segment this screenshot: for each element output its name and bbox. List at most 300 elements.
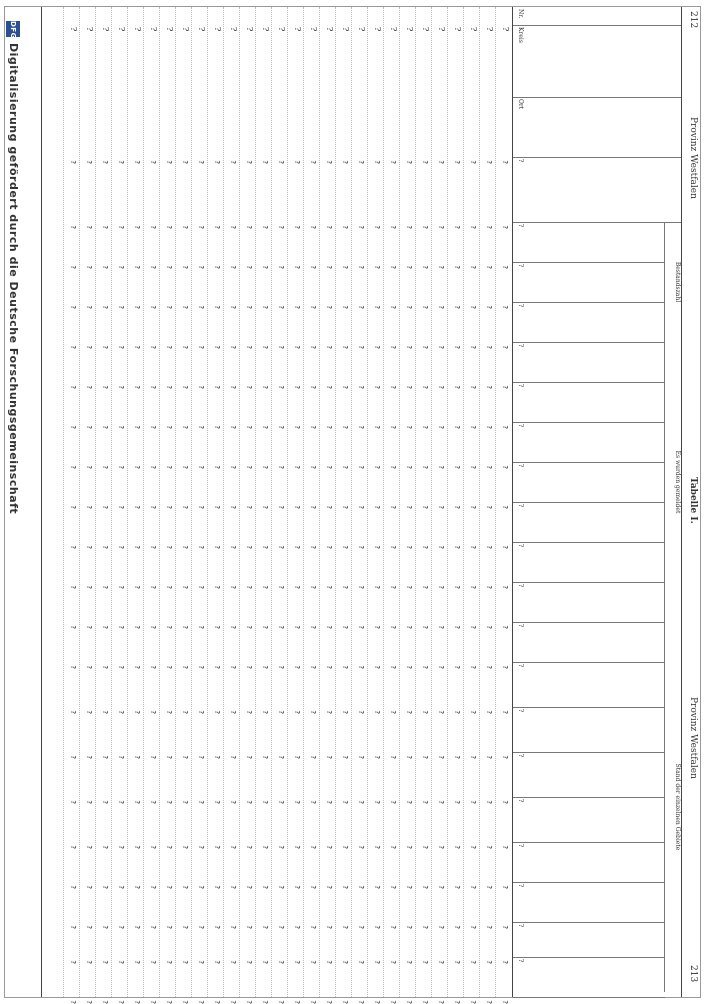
column-header-label: ? [517, 224, 524, 228]
table-cell: ? [389, 710, 397, 715]
column-header-label: ? [517, 924, 524, 928]
table-cell: ? [229, 625, 237, 630]
table-cell: ? [197, 545, 205, 550]
table-cell: ? [357, 425, 365, 430]
table-cell: ? [69, 160, 77, 165]
table-cell: ? [229, 305, 237, 310]
table-cell: ? [437, 505, 445, 510]
table-cell: ? [197, 625, 205, 630]
table-cell: ? [165, 505, 173, 510]
table-cell: ? [485, 625, 493, 630]
table-cell: ? [197, 385, 205, 390]
table-cell: ? [101, 845, 109, 850]
table-cell: ? [373, 800, 381, 805]
table-cell: ? [389, 585, 397, 590]
row-label: ? [453, 27, 462, 32]
page-number-left: 212 [688, 11, 698, 29]
table-cell: ? [181, 345, 189, 350]
row-label: ? [373, 27, 382, 32]
table-cell: ? [421, 845, 429, 850]
table-cell: ? [229, 425, 237, 430]
table-cell: ? [277, 265, 285, 270]
table-cell: ? [357, 625, 365, 630]
table-cell: ? [261, 585, 269, 590]
table-cell: ? [261, 625, 269, 630]
column-header-label: ? [517, 264, 524, 268]
table-cell: ? [421, 225, 429, 230]
table-cell: ? [245, 425, 253, 430]
row-label: ? [149, 27, 158, 32]
table-row [399, 7, 416, 1004]
table-cell: ? [101, 225, 109, 230]
table-cell: ? [389, 505, 397, 510]
table-cell: ? [229, 225, 237, 230]
table-cell: ? [181, 1000, 189, 1004]
table-cell: ? [85, 225, 93, 230]
table-cell: ? [85, 885, 93, 890]
table-cell: ? [389, 160, 397, 165]
header-title-center: Tabelle I. [688, 477, 698, 524]
table-cell: ? [117, 800, 125, 805]
table-cell: ? [469, 465, 477, 470]
table-cell: ? [165, 345, 173, 350]
table-cell: ? [469, 885, 477, 890]
table-cell: ? [373, 425, 381, 430]
table-cell: ? [117, 160, 125, 165]
table-cell: ? [229, 585, 237, 590]
table-cell: ? [309, 385, 317, 390]
table-cell: ? [421, 885, 429, 890]
table-cell: ? [293, 225, 301, 230]
table-cell: ? [373, 160, 381, 165]
table-cell: ? [229, 665, 237, 670]
table-cell: ? [213, 665, 221, 670]
table-cell: ? [341, 710, 349, 715]
table-cell: ? [341, 345, 349, 350]
table-cell: ? [485, 160, 493, 165]
table-cell: ? [293, 585, 301, 590]
table-cell: ? [197, 1000, 205, 1004]
row-label: ? [485, 27, 494, 32]
table-cell: ? [229, 755, 237, 760]
column-header [513, 422, 665, 463]
table-cell: ? [469, 960, 477, 965]
table-cell: ? [165, 925, 173, 930]
table-cell: ? [197, 925, 205, 930]
table-cell: ? [309, 160, 317, 165]
table-cell: ? [437, 800, 445, 805]
table-cell: ? [101, 885, 109, 890]
table-cell: ? [453, 755, 461, 760]
table-cell: ? [149, 425, 157, 430]
table-cell: ? [341, 845, 349, 850]
table-cell: ? [373, 710, 381, 715]
table-cell: ? [309, 305, 317, 310]
table-cell: ? [277, 305, 285, 310]
table-cell: ? [453, 885, 461, 890]
table-cell: ? [213, 710, 221, 715]
table-cell: ? [469, 545, 477, 550]
column-header [513, 382, 665, 423]
table-cell: ? [469, 710, 477, 715]
table-cell: ? [293, 1000, 301, 1004]
table-cell: ? [181, 160, 189, 165]
table-cell: ? [229, 845, 237, 850]
table-cell: ? [357, 265, 365, 270]
table-cell: ? [229, 345, 237, 350]
table-cell: ? [133, 385, 141, 390]
table-cell: ? [373, 1000, 381, 1004]
table-cell: ? [261, 755, 269, 760]
table-cell: ? [389, 885, 397, 890]
table-cell: ? [181, 465, 189, 470]
row-label: ? [277, 27, 286, 32]
column-header [513, 957, 665, 998]
table-row [111, 7, 128, 1004]
table-cell: ? [245, 305, 253, 310]
table-cell: ? [117, 265, 125, 270]
table-cell: ? [357, 505, 365, 510]
table-row [143, 7, 160, 1004]
table-cell: ? [293, 305, 301, 310]
table-cell: ? [85, 465, 93, 470]
table-cell: ? [325, 505, 333, 510]
table-cell: ? [213, 545, 221, 550]
table-cell: ? [405, 265, 413, 270]
table-cell: ? [261, 265, 269, 270]
table-cell: ? [85, 160, 93, 165]
table-cell: ? [389, 305, 397, 310]
table-cell: ? [149, 710, 157, 715]
table-cell: ? [277, 625, 285, 630]
column-header [513, 25, 681, 98]
table-cell: ? [421, 505, 429, 510]
table-cell: ? [341, 505, 349, 510]
column-header [513, 622, 665, 663]
table-cell: ? [213, 465, 221, 470]
table-cell: ? [469, 1000, 477, 1004]
table-cell: ? [405, 845, 413, 850]
table-cell: ? [261, 505, 269, 510]
table-cell: ? [85, 710, 93, 715]
column-header-block [512, 7, 682, 997]
table-cell: ? [373, 225, 381, 230]
table-cell: ? [213, 800, 221, 805]
dfg-banner [2, 7, 22, 997]
table-cell: ? [197, 225, 205, 230]
table-cell: ? [405, 465, 413, 470]
table-cell: ? [85, 585, 93, 590]
table-row [239, 7, 256, 1004]
table-cell: ? [165, 160, 173, 165]
row-label: ? [325, 27, 334, 32]
table-cell: ? [293, 465, 301, 470]
table-cell: ? [213, 960, 221, 965]
table-cell: ? [181, 755, 189, 760]
table-cell: ? [277, 385, 285, 390]
table-cell: ? [453, 225, 461, 230]
row-label: ? [357, 27, 366, 32]
table-cell: ? [341, 465, 349, 470]
table-cell: ? [405, 665, 413, 670]
table-cell: ? [293, 845, 301, 850]
table-cell: ? [101, 305, 109, 310]
table-cell: ? [437, 425, 445, 430]
table-cell: ? [453, 845, 461, 850]
table-cell: ? [69, 465, 77, 470]
table-row [447, 7, 464, 1004]
table-cell: ? [309, 225, 317, 230]
table-cell: ? [325, 305, 333, 310]
table-cell: ? [133, 305, 141, 310]
table-cell: ? [405, 545, 413, 550]
table-cell: ? [437, 385, 445, 390]
table-cell: ? [405, 710, 413, 715]
table-cell: ? [325, 225, 333, 230]
table-cell: ? [181, 385, 189, 390]
table-cell: ? [405, 305, 413, 310]
table-cell: ? [181, 885, 189, 890]
table-cell: ? [101, 585, 109, 590]
table-cell: ? [469, 585, 477, 590]
table-row [255, 7, 272, 1004]
table-cell: ? [357, 1000, 365, 1004]
table-cell: ? [501, 425, 509, 430]
table-cell: ? [325, 545, 333, 550]
table-cell: ? [325, 465, 333, 470]
table-cell: ? [149, 225, 157, 230]
table-cell: ? [293, 800, 301, 805]
column-header [513, 582, 665, 623]
table-cell: ? [117, 960, 125, 965]
table-cell: ? [357, 885, 365, 890]
table-cell: ? [149, 265, 157, 270]
table-cell: ? [69, 845, 77, 850]
table-cell: ? [117, 1000, 125, 1004]
table-cell: ? [325, 625, 333, 630]
table-cell: ? [197, 960, 205, 965]
table-cell: ? [149, 345, 157, 350]
table-cell: ? [293, 265, 301, 270]
table-cell: ? [485, 1000, 493, 1004]
table-cell: ? [101, 665, 109, 670]
table-cell: ? [213, 755, 221, 760]
table-cell: ? [245, 1000, 253, 1004]
row-label: ? [389, 27, 398, 32]
column-header-label: ? [517, 959, 524, 963]
table-cell: ? [85, 960, 93, 965]
table-cell: ? [85, 425, 93, 430]
row-label: ? [405, 27, 414, 32]
table-cell: ? [133, 425, 141, 430]
table-cell: ? [485, 800, 493, 805]
table-cell: ? [293, 925, 301, 930]
column-group-header: Bestandszahl [664, 222, 681, 342]
table-cell: ? [373, 625, 381, 630]
table-cell: ? [229, 385, 237, 390]
table-cell: ? [69, 265, 77, 270]
table-cell: ? [181, 625, 189, 630]
table-cell: ? [325, 1000, 333, 1004]
table-cell: ? [149, 665, 157, 670]
table-cell: ? [437, 625, 445, 630]
table-cell: ? [101, 710, 109, 715]
table-cell: ? [373, 545, 381, 550]
table-cell: ? [69, 345, 77, 350]
table-row [415, 7, 432, 1004]
table-cell: ? [165, 465, 173, 470]
table-cell: ? [453, 710, 461, 715]
table-cell: ? [133, 845, 141, 850]
table-cell: ? [453, 625, 461, 630]
table-cell: ? [245, 160, 253, 165]
table-cell: ? [357, 160, 365, 165]
table-cell: ? [325, 800, 333, 805]
table-cell: ? [325, 385, 333, 390]
table-cell: ? [389, 665, 397, 670]
table-cell: ? [453, 425, 461, 430]
table-cell: ? [325, 960, 333, 965]
table-cell: ? [69, 1000, 77, 1004]
row-label: ? [469, 27, 478, 32]
table-cell: ? [309, 1000, 317, 1004]
table-cell: ? [293, 505, 301, 510]
dfg-banner-text: Digitalisierung gefördert durch die Deutsche Forschungsgemeinschaft [7, 43, 20, 515]
table-cell: ? [389, 225, 397, 230]
table-cell: ? [501, 800, 509, 805]
table-cell: ? [405, 800, 413, 805]
table-cell: ? [309, 505, 317, 510]
table-cell: ? [389, 925, 397, 930]
table-cell: ? [501, 505, 509, 510]
table-cell: ? [213, 425, 221, 430]
table-cell: ? [437, 1000, 445, 1004]
table-cell: ? [373, 385, 381, 390]
column-header [513, 97, 681, 158]
table-cell: ? [85, 925, 93, 930]
column-header [513, 662, 665, 708]
row-label: ? [229, 27, 238, 32]
table-cell: ? [101, 345, 109, 350]
table-cell: ? [421, 925, 429, 930]
table-row [79, 7, 96, 1004]
table-cell: ? [405, 925, 413, 930]
table-cell: ? [245, 960, 253, 965]
table-cell: ? [373, 585, 381, 590]
row-label: ? [101, 27, 110, 32]
table-cell: ? [437, 925, 445, 930]
table-cell: ? [357, 545, 365, 550]
table-cell: ? [485, 425, 493, 430]
table-cell: ? [485, 505, 493, 510]
table-cell: ? [421, 265, 429, 270]
table-cell: ? [197, 505, 205, 510]
column-header [513, 752, 665, 798]
table-cell: ? [261, 710, 269, 715]
table-cell: ? [101, 265, 109, 270]
table-cell: ? [469, 665, 477, 670]
table-row [495, 7, 512, 1004]
dfg-logo-icon: DFG [6, 21, 20, 37]
row-label: ? [309, 27, 318, 32]
table-cell: ? [485, 710, 493, 715]
table-cell: ? [245, 625, 253, 630]
table-cell: ? [149, 585, 157, 590]
table-cell: ? [405, 755, 413, 760]
table-cell: ? [69, 225, 77, 230]
column-header-label: ? [517, 504, 524, 508]
table-cell: ? [149, 885, 157, 890]
table-cell: ? [277, 755, 285, 760]
table-cell: ? [133, 160, 141, 165]
table-cell: ? [261, 545, 269, 550]
row-label: ? [437, 27, 446, 32]
table-cell: ? [277, 710, 285, 715]
table-cell: ? [85, 265, 93, 270]
table-cell: ? [213, 1000, 221, 1004]
table-cell: ? [181, 665, 189, 670]
table-cell: ? [421, 755, 429, 760]
table-cell: ? [341, 885, 349, 890]
table-cell: ? [389, 465, 397, 470]
column-header [513, 842, 665, 883]
table-cell: ? [277, 925, 285, 930]
table-cell: ? [261, 925, 269, 930]
table-cell: ? [293, 885, 301, 890]
column-header [513, 542, 665, 583]
table-cell: ? [453, 585, 461, 590]
table-cell: ? [389, 385, 397, 390]
table-cell: ? [181, 845, 189, 850]
table-cell: ? [133, 925, 141, 930]
table-frame [4, 6, 701, 1004]
table-cell: ? [229, 160, 237, 165]
table-cell: ? [469, 925, 477, 930]
table-cell: ? [277, 465, 285, 470]
table-cell: ? [261, 385, 269, 390]
table-cell: ? [101, 545, 109, 550]
table-cell: ? [405, 505, 413, 510]
table-cell: ? [437, 710, 445, 715]
table-cell: ? [437, 345, 445, 350]
table-cell: ? [453, 925, 461, 930]
table-cell: ? [117, 465, 125, 470]
table-cell: ? [309, 665, 317, 670]
table-cell: ? [245, 710, 253, 715]
table-cell: ? [165, 800, 173, 805]
table-cell: ? [389, 425, 397, 430]
table-cell: ? [389, 960, 397, 965]
table-cell: ? [181, 425, 189, 430]
column-header-label: ? [517, 464, 524, 468]
table-cell: ? [69, 305, 77, 310]
table-cell: ? [309, 585, 317, 590]
table-cell: ? [437, 665, 445, 670]
table-cell: ? [373, 755, 381, 760]
table-cell: ? [261, 425, 269, 430]
table-cell: ? [101, 160, 109, 165]
table-cell: ? [149, 505, 157, 510]
table-cell: ? [325, 755, 333, 760]
table-cell: ? [277, 845, 285, 850]
column-header-label: Ort [517, 99, 524, 110]
table-cell: ? [453, 800, 461, 805]
table-cell: ? [245, 585, 253, 590]
table-cell: ? [133, 265, 141, 270]
table-cell: ? [133, 585, 141, 590]
table-cell: ? [245, 505, 253, 510]
table-cell: ? [277, 425, 285, 430]
